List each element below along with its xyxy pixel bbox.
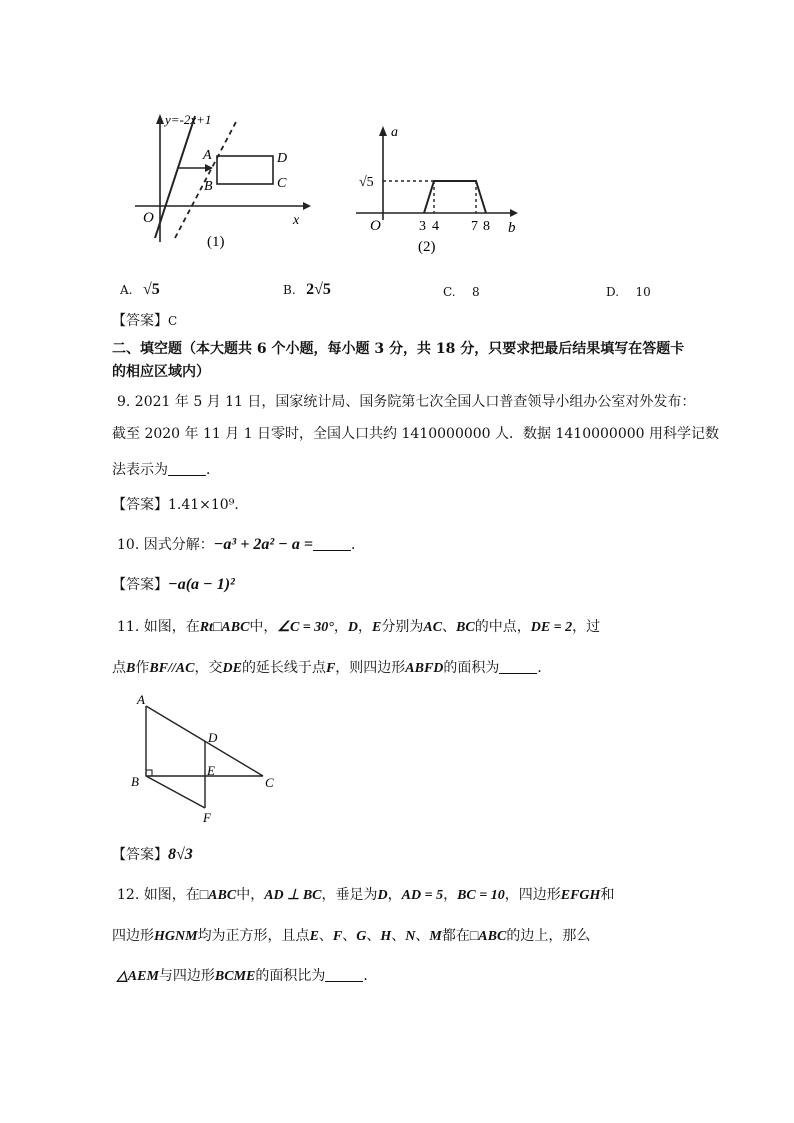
figure-1 bbox=[125, 110, 320, 255]
q10-answer: 【答案】−a(a − 1)² bbox=[112, 576, 235, 593]
q9-answer: 【答案】1.41×10⁹． bbox=[112, 497, 249, 513]
fig2-tick-8: 8 bbox=[483, 219, 490, 234]
fig1-origin: O bbox=[143, 210, 154, 226]
fig1-point-c: C bbox=[277, 176, 287, 191]
fig2-origin: O bbox=[370, 218, 381, 234]
q9-line-1: 9. 2021 年 5 月 11 日，国家统计局、国务院第七次全国人口普查领导小组办公室对外发布： bbox=[117, 394, 696, 410]
option-c: C. 8 bbox=[443, 285, 480, 299]
q11-line-1: 11. 如图，在Rt□ABC中，∠C = 30°，D，E分别为AC、BC的中点，DE = 2，过 bbox=[117, 619, 601, 635]
fig1-point-a: A bbox=[203, 148, 212, 163]
answer-blank bbox=[499, 659, 537, 674]
answer-blank bbox=[168, 461, 206, 476]
fig-q11-b: B bbox=[131, 774, 139, 789]
figure-q11 bbox=[125, 690, 285, 830]
fig1-point-d: D bbox=[277, 151, 288, 166]
answer-blank bbox=[325, 967, 363, 982]
fig-q11-d: D bbox=[208, 730, 218, 745]
q12-line-1: 12. 如图，在□ABC中，AD ⊥ BC，垂足为D，AD = 5，BC = 10，四边形EFGH和 bbox=[117, 887, 615, 903]
fig1-caption: (1) bbox=[207, 234, 225, 250]
fig2-tick-3: 3 bbox=[419, 219, 426, 234]
q11-answer: 【答案】8√3 bbox=[112, 846, 193, 863]
figure-2 bbox=[352, 118, 527, 258]
option-a: A. √5 bbox=[120, 281, 160, 298]
fig2-tick-7: 7 bbox=[471, 219, 478, 234]
fig2-caption: (2) bbox=[418, 239, 436, 255]
fig1-axis-x: x bbox=[293, 213, 300, 228]
q8-answer: 【答案】C bbox=[112, 313, 178, 329]
q9-line-3: 法表示为 ． bbox=[112, 462, 220, 478]
fig1-point-b: B bbox=[204, 179, 213, 194]
q11-line-2: 点B作BF//AC，交DE的延长线于点F，则四边形ABFD的面积为 ． bbox=[112, 660, 552, 676]
fig2-axis-y: a bbox=[391, 125, 398, 140]
fig1-line-label: y=-2x+1 bbox=[165, 112, 212, 127]
fig2-tick-4: 4 bbox=[432, 219, 439, 234]
fig2-y-tick: √5 bbox=[359, 175, 374, 190]
fig-q11-f: F bbox=[203, 810, 211, 825]
option-b: B. 2√5 bbox=[283, 281, 331, 298]
q9-line-2: 截至 2020 年 11 月 1 日零时，全国人口共约 1410000000 人．数据 1410000000 用科学记数 bbox=[112, 426, 719, 442]
fig2-axis-x: b bbox=[508, 220, 516, 236]
fig-q11-c: C bbox=[265, 775, 274, 790]
section-2-heading: 二、填空题（本大题共 6 个小题，每小题 3 分，共 18 分，只要求把最后结果填写在答题卡 bbox=[112, 341, 685, 357]
q12-line-3: △AEM与四边形BCME的面积比为 ． bbox=[117, 968, 378, 984]
fig-q11-e: E bbox=[207, 763, 215, 778]
fig-q11-a: A bbox=[137, 692, 145, 707]
q12-line-2: 四边形HGNM均为正方形，且点E、F、G、H、N、M都在□ABC的边上，那么 bbox=[112, 928, 591, 944]
answer-blank bbox=[313, 536, 351, 551]
q10-question: 10. 因式分解：−a³ + 2a² − a = ． bbox=[117, 536, 365, 553]
option-d: D. 10 bbox=[606, 285, 651, 299]
section-2-heading-cont: 的相应区域内） bbox=[112, 364, 210, 380]
